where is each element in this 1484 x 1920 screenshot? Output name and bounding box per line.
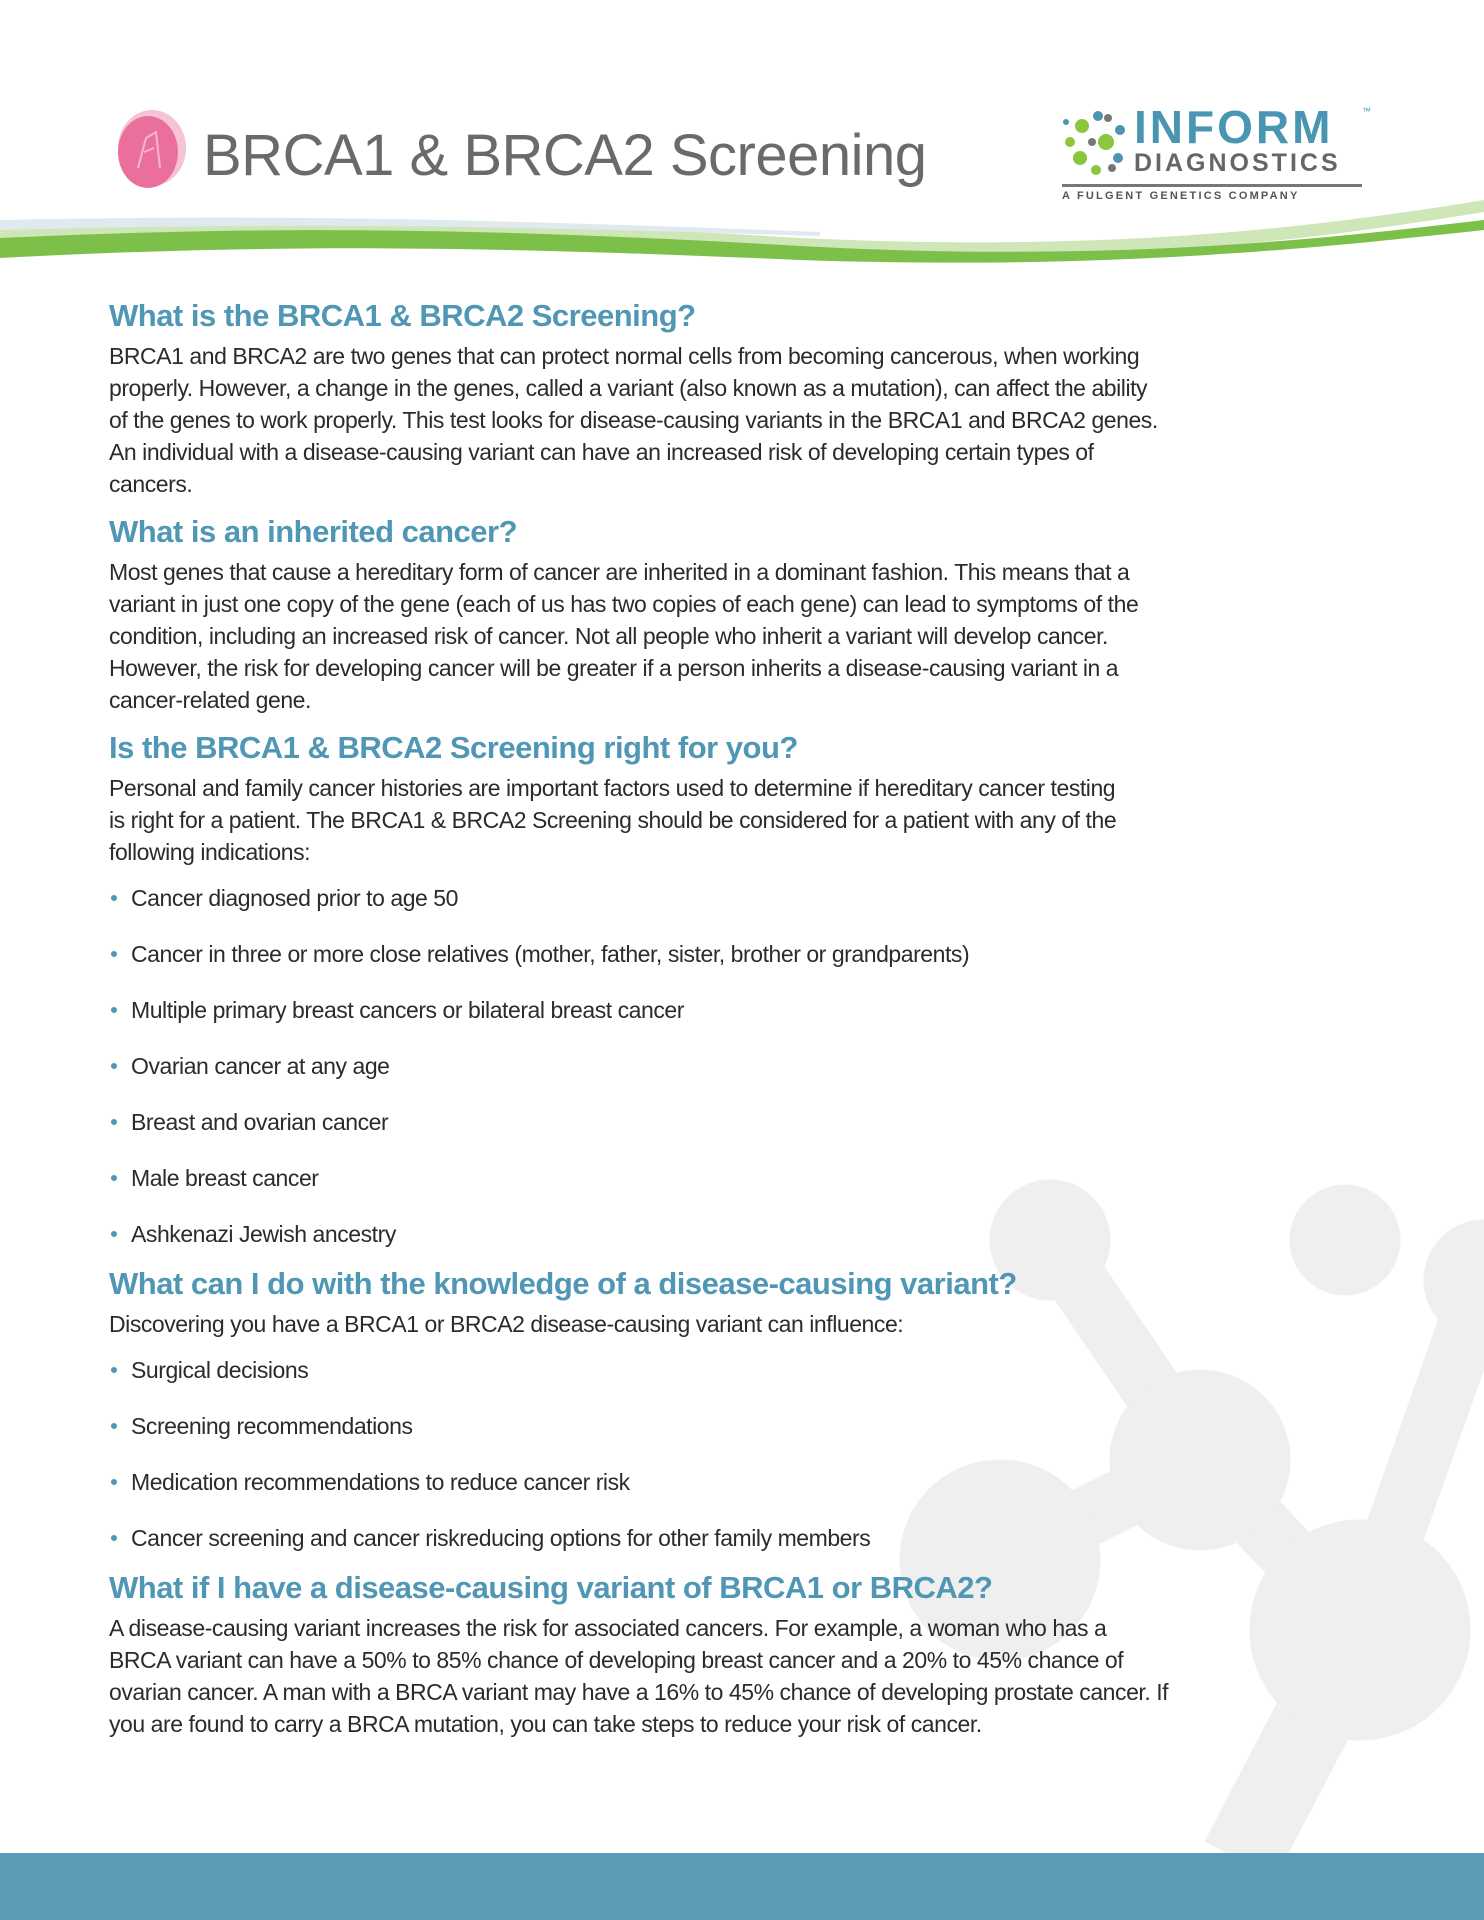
bullet-icon: [111, 1231, 117, 1237]
text-line: BRCA variant can have a 50% to 85% chance of developing breast cancer and a 20% to 45% chance of: [109, 1647, 1124, 1673]
section-paragraph: [109, 1308, 1389, 1340]
text-line: An individual with a disease-causing variant can have an increased risk of developing certain types of: [109, 439, 1094, 465]
page-title: BRCA1 & BRCA2 Screening: [203, 123, 927, 188]
list-item: Ashkenazi Jewish ancestry: [109, 1218, 1389, 1250]
logo-divider: [1062, 184, 1362, 187]
breast-cancer-ribbon-icon: [108, 108, 188, 192]
section-heading: What if I have a disease-causing variant of BRCA1 or BRCA2?: [109, 1570, 993, 1605]
logo-subtitle: DIAGNOSTICS: [1134, 149, 1341, 177]
inform-diagnostics-logo: [1062, 101, 1382, 204]
text-line: is right for a patient. The BRCA1 & BRCA2 Screening should be considered for a patient with any of the: [109, 807, 1117, 833]
list-item: Surgical decisions: [109, 1354, 1389, 1386]
text-line: BRCA1 and BRCA2 are two genes that can protect normal cells from becoming cancerous, when working: [109, 343, 1140, 369]
bullet-icon: [111, 895, 117, 901]
text-line: properly. However, a change in the genes, called a variant (also known as a mutation), can affect the ability: [109, 375, 1148, 401]
bullet-icon: [111, 1063, 117, 1069]
logo-molecule-icon: [1062, 106, 1132, 178]
bullet-icon: [111, 1007, 117, 1013]
text-line: cancers.: [109, 471, 193, 497]
bullet-icon: [111, 1175, 117, 1181]
section-heading: What can I do with the knowledge of a disease-causing variant?: [109, 1266, 1017, 1301]
bullet-icon: [111, 1423, 117, 1429]
logo-brand: INFORM: [1134, 101, 1334, 153]
text-line: condition, including an increased risk of cancer. Not all people who inherit a variant will develop cancer.: [109, 623, 1108, 649]
bullet-icon: [111, 951, 117, 957]
list-item: Male breast cancer: [109, 1162, 1389, 1194]
section-paragraph: [109, 772, 1389, 868]
text-line: However, the risk for developing cancer will be greater if a person inherits a disease-causing variant in a: [109, 655, 1119, 681]
text-line: A disease-causing variant increases the risk for associated cancers. For example, a woman who has a: [109, 1615, 1107, 1641]
header-wave-decoration: [0, 190, 1484, 280]
section-paragraph: [109, 340, 1389, 500]
bullet-icon: [111, 1119, 117, 1125]
footer-band: [0, 1853, 1484, 1920]
influence-list: [109, 1354, 1389, 1554]
text-line: following indications:: [109, 839, 311, 865]
bullet-icon: [111, 1367, 117, 1373]
text-line: you are found to carry a BRCA mutation, you can take steps to reduce your risk of cancer.: [109, 1711, 982, 1737]
section-paragraph: [109, 556, 1389, 716]
logo-trademark: ™: [1362, 106, 1371, 116]
list-item: Multiple primary breast cancers or bilateral breast cancer: [109, 994, 1389, 1026]
indications-list: [109, 882, 1389, 1250]
text-line: of the genes to work properly. This test looks for disease-causing variants in the BRCA1 and BRCA2 genes.: [109, 407, 1158, 433]
section-paragraph: [109, 1612, 1389, 1740]
list-item: Medication recommendations to reduce cancer risk: [109, 1466, 1389, 1498]
list-item: Cancer screening and cancer riskreducing options for other family members: [109, 1522, 1389, 1554]
text-line: variant in just one copy of the gene (each of us has two copies of each gene) can lead to symptoms of the: [109, 591, 1139, 617]
list-item: Cancer in three or more close relatives (mother, father, sister, brother or grandparents): [109, 938, 1389, 970]
text-line: Most genes that cause a hereditary form of cancer are inherited in a dominant fashion. This means that a: [109, 559, 1130, 585]
bullet-icon: [111, 1479, 117, 1485]
list-item: Breast and ovarian cancer: [109, 1106, 1389, 1138]
text-line: Discovering you have a BRCA1 or BRCA2 disease-causing variant can influence:: [109, 1311, 904, 1337]
text-line: cancer-related gene.: [109, 687, 311, 713]
main-content: [109, 296, 1389, 1740]
list-item: Ovarian cancer at any age: [109, 1050, 1389, 1082]
section-heading: What is the BRCA1 & BRCA2 Screening?: [109, 298, 696, 333]
list-item: Cancer diagnosed prior to age 50: [109, 882, 1389, 914]
section-heading: What is an inherited cancer?: [109, 514, 518, 549]
text-line: Personal and family cancer histories are important factors used to determine if hereditary cancer testing: [109, 775, 1116, 801]
text-line: ovarian cancer. A man with a BRCA variant may have a 16% to 45% chance of developing prostate cancer. If: [109, 1679, 1169, 1705]
list-item: Screening recommendations: [109, 1410, 1389, 1442]
bullet-icon: [111, 1535, 117, 1541]
section-heading: Is the BRCA1 & BRCA2 Screening right for you?: [109, 730, 798, 765]
logo-tagline: A FULGENT GENETICS COMPANY: [1062, 190, 1300, 202]
